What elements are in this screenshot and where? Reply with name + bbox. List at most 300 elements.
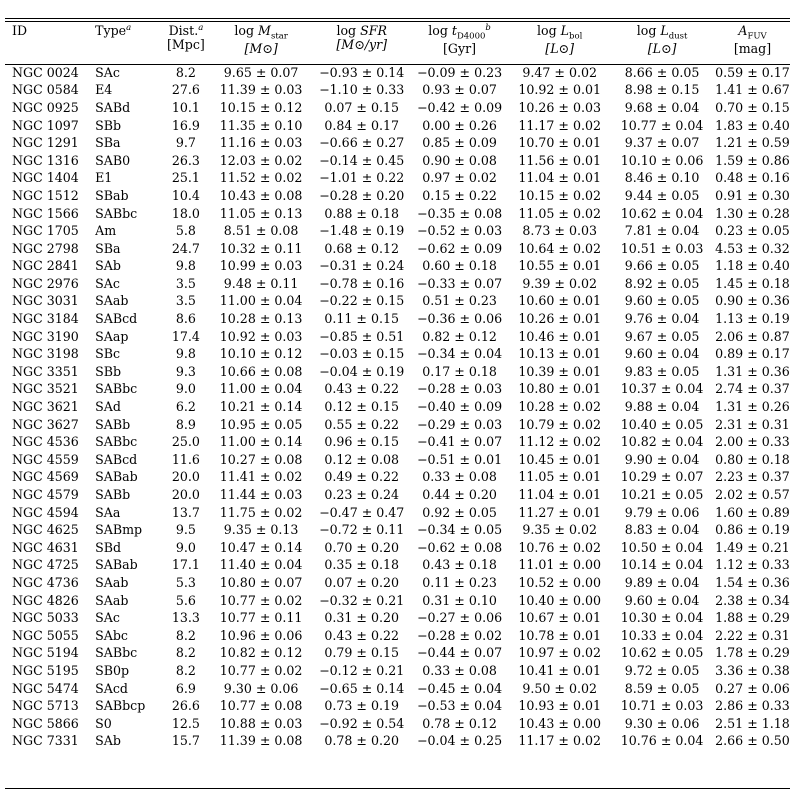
cell-type: SAB0 bbox=[95, 152, 131, 168]
cell-dist: 24.7 bbox=[171, 240, 200, 256]
cell-sfr: 0.43 ± 0.22 bbox=[324, 627, 400, 643]
table-row bbox=[5, 205, 790, 223]
cell-dist: 17.4 bbox=[171, 328, 200, 344]
cell-dist: 13.3 bbox=[171, 610, 200, 626]
table-row bbox=[5, 645, 790, 663]
cell-mstar: 11.00 ± 0.14 bbox=[219, 434, 303, 450]
cell-sfr: −0.31 ± 0.24 bbox=[319, 258, 405, 274]
cell-td4000: −0.04 ± 0.25 bbox=[416, 733, 503, 749]
cell-td4000: 0.31 ± 0.10 bbox=[422, 592, 497, 608]
cell-td4000: 0.00 ± 0.26 bbox=[422, 117, 497, 133]
cell-td4000: −0.09 ± 0.23 bbox=[416, 64, 503, 80]
cell-id: NGC 5033 bbox=[12, 610, 79, 626]
cell-afuv: 2.02 ± 0.57 bbox=[715, 487, 790, 502]
cell-mstar: 10.10 ± 0.12 bbox=[219, 346, 303, 362]
cell-td4000: 0.17 ± 0.18 bbox=[422, 363, 497, 379]
cell-type: SAa bbox=[95, 504, 121, 520]
cell-sfr: −0.47 ± 0.47 bbox=[319, 504, 405, 520]
cell-mstar: 10.82 ± 0.12 bbox=[219, 645, 303, 661]
cell-ldust: 9.60 ± 0.04 bbox=[624, 592, 700, 608]
cell-id: NGC 4631 bbox=[12, 539, 79, 555]
cell-afuv: 1.59 ± 0.86 bbox=[715, 152, 790, 168]
cell-td4000: −0.33 ± 0.07 bbox=[416, 275, 503, 291]
cell-afuv: 2.51 ± 1.18 bbox=[715, 715, 790, 731]
cell-afuv: 2.23 ± 0.37 bbox=[715, 469, 790, 485]
cell-ldust: 9.89 ± 0.04 bbox=[624, 574, 700, 590]
cell-lbol: 10.28 ± 0.02 bbox=[518, 399, 601, 415]
cell-ldust: 8.66 ± 0.05 bbox=[624, 64, 700, 80]
cell-type: SAap bbox=[95, 328, 129, 344]
table-row bbox=[5, 187, 790, 205]
top-rule-inner bbox=[5, 21, 790, 22]
cell-lbol: 10.67 ± 0.01 bbox=[518, 610, 601, 626]
table-row bbox=[5, 293, 790, 311]
cell-mstar: 11.00 ± 0.04 bbox=[219, 293, 303, 309]
cell-mstar: 11.39 ± 0.03 bbox=[219, 82, 303, 98]
cell-lbol: 11.17 ± 0.02 bbox=[518, 117, 601, 133]
cell-sfr: −0.65 ± 0.14 bbox=[319, 680, 405, 696]
cell-sfr: 0.55 ± 0.22 bbox=[324, 416, 400, 432]
cell-lbol: 10.60 ± 0.01 bbox=[518, 293, 601, 309]
cell-type: SBc bbox=[95, 346, 121, 362]
cell-td4000: −0.40 ± 0.09 bbox=[416, 399, 503, 415]
cell-afuv: 1.21 ± 0.59 bbox=[715, 135, 790, 151]
cell-afuv: 0.59 ± 0.17 bbox=[715, 64, 790, 80]
cell-ldust: 8.83 ± 0.04 bbox=[624, 522, 700, 538]
header-mstar: $\log M_{star}$ [M⊙] bbox=[234, 23, 288, 57]
cell-type: SBd bbox=[95, 539, 122, 555]
cell-dist: 26.3 bbox=[171, 152, 200, 168]
cell-afuv: 4.53 ± 0.32 bbox=[715, 240, 790, 256]
cell-mstar: 10.27 ± 0.08 bbox=[219, 451, 303, 467]
cell-type: SABmp bbox=[95, 522, 143, 538]
cell-dist: 25.1 bbox=[171, 170, 200, 186]
table-row bbox=[5, 398, 790, 416]
cell-afuv: 2.06 ± 0.87 bbox=[715, 328, 790, 344]
header-id: ID bbox=[12, 23, 28, 38]
cell-dist: 9.0 bbox=[175, 539, 196, 555]
cell-sfr: 0.78 ± 0.20 bbox=[324, 733, 400, 749]
cell-sfr: 0.70 ± 0.20 bbox=[324, 539, 400, 555]
cell-afuv: 1.49 ± 0.21 bbox=[715, 539, 790, 555]
cell-type: SAc bbox=[95, 64, 120, 80]
cell-id: NGC 3627 bbox=[12, 416, 79, 432]
cell-lbol: 9.47 ± 0.02 bbox=[522, 64, 597, 80]
cell-mstar: 11.52 ± 0.02 bbox=[219, 170, 303, 186]
cell-lbol: 10.45 ± 0.01 bbox=[518, 451, 601, 467]
cell-dist: 15.7 bbox=[171, 733, 200, 749]
table-row bbox=[5, 170, 790, 188]
cell-lbol: 10.13 ± 0.01 bbox=[518, 346, 601, 362]
cell-lbol: 10.46 ± 0.01 bbox=[518, 328, 601, 344]
cell-ldust: 10.14 ± 0.04 bbox=[620, 557, 704, 573]
cell-dist: 20.0 bbox=[171, 487, 200, 502]
cell-sfr: −0.03 ± 0.15 bbox=[319, 346, 405, 362]
cell-id: NGC 5194 bbox=[12, 645, 79, 661]
cell-afuv: 0.91 ± 0.30 bbox=[715, 187, 790, 203]
cell-type: SABb bbox=[95, 487, 131, 502]
cell-dist: 8.2 bbox=[175, 645, 196, 661]
cell-type: SABcd bbox=[95, 451, 138, 467]
cell-afuv: 1.30 ± 0.28 bbox=[715, 205, 790, 221]
cell-td4000: −0.28 ± 0.03 bbox=[416, 381, 503, 397]
cell-sfr: −0.78 ± 0.16 bbox=[319, 275, 405, 291]
cell-lbol: 11.01 ± 0.00 bbox=[518, 557, 601, 573]
cell-sfr: 0.96 ± 0.15 bbox=[324, 434, 400, 450]
cell-td4000: −0.34 ± 0.05 bbox=[416, 522, 503, 538]
cell-sfr: −0.28 ± 0.20 bbox=[319, 187, 405, 203]
cell-type: SB0p bbox=[95, 662, 130, 678]
cell-type: SABb bbox=[95, 416, 131, 432]
cell-td4000: 0.11 ± 0.23 bbox=[422, 574, 497, 590]
cell-td4000: 0.92 ± 0.05 bbox=[422, 504, 497, 520]
cell-td4000: −0.52 ± 0.03 bbox=[416, 223, 503, 239]
cell-dist: 27.6 bbox=[171, 82, 200, 98]
cell-lbol: 10.79 ± 0.02 bbox=[518, 416, 601, 432]
cell-afuv: 0.23 ± 0.05 bbox=[715, 223, 790, 239]
cell-type: SAab bbox=[95, 574, 129, 590]
cell-id: NGC 3184 bbox=[12, 311, 79, 327]
cell-type: S0 bbox=[95, 715, 112, 731]
cell-id: NGC 1316 bbox=[12, 152, 79, 168]
cell-type: SAb bbox=[95, 258, 121, 274]
header-dist: Dist.$^a$ [Mpc] bbox=[167, 23, 205, 53]
cell-lbol: 9.50 ± 0.02 bbox=[522, 680, 597, 696]
cell-mstar: 10.47 ± 0.14 bbox=[219, 539, 303, 555]
table-row bbox=[5, 363, 790, 381]
cell-dist: 3.5 bbox=[175, 275, 196, 291]
cell-id: NGC 3521 bbox=[12, 381, 79, 397]
cell-afuv: 0.27 ± 0.06 bbox=[715, 680, 790, 696]
table-row bbox=[5, 64, 790, 82]
cell-sfr: 0.84 ± 0.17 bbox=[324, 117, 400, 133]
cell-lbol: 10.39 ± 0.01 bbox=[518, 363, 601, 379]
cell-ldust: 9.60 ± 0.04 bbox=[624, 346, 700, 362]
top-rule bbox=[5, 18, 790, 19]
table-row bbox=[5, 258, 790, 276]
table-row bbox=[5, 99, 790, 117]
table-row bbox=[5, 346, 790, 364]
cell-mstar: 11.44 ± 0.03 bbox=[219, 487, 303, 502]
table-row bbox=[5, 521, 790, 539]
cell-type: SAbc bbox=[95, 627, 128, 643]
cell-ldust: 9.88 ± 0.04 bbox=[624, 399, 700, 415]
cell-ldust: 10.21 ± 0.05 bbox=[620, 487, 704, 502]
cell-ldust: 10.33 ± 0.04 bbox=[620, 627, 704, 643]
table-row bbox=[5, 733, 790, 751]
cell-sfr: 0.79 ± 0.15 bbox=[324, 645, 400, 661]
cell-dist: 12.5 bbox=[171, 715, 200, 731]
header-type: Type$^a$ bbox=[95, 23, 132, 39]
cell-dist: 9.7 bbox=[175, 135, 196, 151]
cell-sfr: −1.10 ± 0.33 bbox=[319, 82, 405, 98]
cell-td4000: 0.44 ± 0.20 bbox=[422, 487, 497, 502]
header-afuv: $A_{FUV}$ [mag] bbox=[733, 23, 772, 57]
cell-dist: 9.5 bbox=[175, 522, 196, 538]
cell-ldust: 9.60 ± 0.05 bbox=[624, 293, 700, 309]
cell-dist: 10.1 bbox=[171, 99, 200, 115]
cell-ldust: 8.59 ± 0.05 bbox=[624, 680, 700, 696]
cell-mstar: 11.16 ± 0.03 bbox=[219, 135, 303, 151]
cell-dist: 10.4 bbox=[171, 187, 200, 203]
cell-td4000: −0.51 ± 0.01 bbox=[416, 451, 503, 467]
cell-type: SABd bbox=[95, 99, 131, 115]
cell-td4000: −0.53 ± 0.04 bbox=[416, 698, 503, 714]
cell-dist: 11.6 bbox=[171, 451, 200, 467]
cell-sfr: 0.07 ± 0.15 bbox=[324, 99, 400, 115]
cell-id: NGC 4826 bbox=[12, 592, 79, 608]
cell-ldust: 9.68 ± 0.04 bbox=[624, 99, 700, 115]
table-row bbox=[5, 627, 790, 645]
table-row bbox=[5, 275, 790, 293]
cell-lbol: 9.35 ± 0.02 bbox=[522, 522, 597, 538]
table-row bbox=[5, 662, 790, 680]
cell-id: NGC 4569 bbox=[12, 469, 79, 485]
cell-afuv: 2.86 ± 0.33 bbox=[715, 698, 790, 714]
cell-td4000: 0.82 ± 0.12 bbox=[422, 328, 497, 344]
cell-afuv: 2.38 ± 0.34 bbox=[715, 592, 790, 608]
cell-sfr: −0.04 ± 0.19 bbox=[319, 363, 405, 379]
cell-type: SABcd bbox=[95, 311, 138, 327]
cell-ldust: 10.40 ± 0.05 bbox=[620, 416, 704, 432]
table-row bbox=[5, 451, 790, 469]
cell-id: NGC 4579 bbox=[12, 487, 79, 502]
cell-afuv: 0.48 ± 0.16 bbox=[715, 170, 790, 186]
cell-afuv: 1.31 ± 0.26 bbox=[715, 399, 790, 415]
cell-sfr: 0.43 ± 0.22 bbox=[324, 381, 400, 397]
cell-id: NGC 4725 bbox=[12, 557, 79, 573]
cell-afuv: 1.45 ± 0.18 bbox=[715, 275, 790, 291]
cell-mstar: 9.30 ± 0.06 bbox=[223, 680, 299, 696]
cell-id: NGC 5474 bbox=[12, 680, 79, 696]
cell-type: SABbc bbox=[95, 381, 138, 397]
cell-dist: 9.8 bbox=[175, 346, 196, 362]
cell-mstar: 10.15 ± 0.12 bbox=[219, 99, 303, 115]
cell-sfr: 0.12 ± 0.15 bbox=[324, 399, 400, 415]
cell-mstar: 8.51 ± 0.08 bbox=[223, 223, 299, 239]
cell-afuv: 1.83 ± 0.40 bbox=[715, 117, 790, 133]
table-row bbox=[5, 504, 790, 522]
cell-lbol: 11.05 ± 0.02 bbox=[518, 205, 601, 221]
table-row bbox=[5, 680, 790, 698]
cell-td4000: 0.85 ± 0.09 bbox=[422, 135, 497, 151]
cell-lbol: 10.76 ± 0.02 bbox=[518, 539, 601, 555]
cell-type: E4 bbox=[95, 82, 113, 98]
cell-td4000: 0.60 ± 0.18 bbox=[422, 258, 497, 274]
table-row bbox=[5, 609, 790, 627]
cell-dist: 8.2 bbox=[175, 662, 196, 678]
cell-type: SAc bbox=[95, 275, 120, 291]
table-row bbox=[5, 557, 790, 575]
cell-type: SBb bbox=[95, 117, 122, 133]
cell-sfr: −0.32 ± 0.21 bbox=[319, 592, 405, 608]
cell-mstar: 10.92 ± 0.03 bbox=[219, 328, 303, 344]
cell-afuv: 0.70 ± 0.15 bbox=[715, 99, 790, 115]
cell-ldust: 10.30 ± 0.04 bbox=[620, 610, 704, 626]
cell-lbol: 10.43 ± 0.00 bbox=[518, 715, 601, 731]
cell-lbol: 10.78 ± 0.01 bbox=[518, 627, 601, 643]
cell-mstar: 10.43 ± 0.08 bbox=[219, 187, 303, 203]
cell-lbol: 10.64 ± 0.02 bbox=[518, 240, 601, 256]
cell-dist: 5.6 bbox=[175, 592, 196, 608]
cell-mstar: 10.77 ± 0.02 bbox=[219, 592, 303, 608]
cell-lbol: 10.80 ± 0.01 bbox=[518, 381, 601, 397]
table-row bbox=[5, 381, 790, 399]
header-ldust: $\log L_{dust}$ [L⊙] bbox=[636, 23, 688, 57]
cell-mstar: 10.32 ± 0.11 bbox=[219, 240, 303, 256]
cell-mstar: 10.96 ± 0.06 bbox=[219, 627, 303, 643]
cell-sfr: −0.22 ± 0.15 bbox=[319, 293, 405, 309]
cell-mstar: 10.88 ± 0.03 bbox=[219, 715, 303, 731]
cell-id: NGC 1566 bbox=[12, 205, 79, 221]
cell-mstar: 12.03 ± 0.02 bbox=[219, 152, 303, 168]
cell-lbol: 10.70 ± 0.01 bbox=[518, 135, 601, 151]
cell-lbol: 10.41 ± 0.01 bbox=[518, 662, 601, 678]
cell-dist: 18.0 bbox=[171, 205, 200, 221]
table-row bbox=[5, 152, 790, 170]
cell-mstar: 11.40 ± 0.04 bbox=[219, 557, 303, 573]
cell-id: NGC 0024 bbox=[12, 64, 79, 80]
cell-mstar: 10.77 ± 0.02 bbox=[219, 662, 303, 678]
cell-dist: 13.7 bbox=[171, 504, 200, 520]
cell-td4000: 0.78 ± 0.12 bbox=[422, 715, 497, 731]
cell-ldust: 9.90 ± 0.04 bbox=[624, 451, 700, 467]
cell-lbol: 10.52 ± 0.00 bbox=[518, 574, 601, 590]
cell-mstar: 10.77 ± 0.08 bbox=[219, 698, 303, 714]
cell-dist: 25.0 bbox=[171, 434, 200, 450]
cell-sfr: 0.88 ± 0.18 bbox=[324, 205, 400, 221]
cell-ldust: 10.77 ± 0.04 bbox=[620, 117, 704, 133]
cell-type: SAc bbox=[95, 610, 120, 626]
header-row bbox=[5, 24, 790, 64]
cell-id: NGC 2976 bbox=[12, 275, 79, 291]
cell-td4000: −0.62 ± 0.08 bbox=[416, 539, 503, 555]
cell-lbol: 10.93 ± 0.01 bbox=[518, 698, 601, 714]
cell-lbol: 10.26 ± 0.01 bbox=[518, 311, 601, 327]
cell-lbol: 11.17 ± 0.02 bbox=[518, 733, 601, 749]
cell-td4000: −0.27 ± 0.06 bbox=[416, 610, 503, 626]
cell-td4000: −0.34 ± 0.04 bbox=[416, 346, 503, 362]
cell-ldust: 8.46 ± 0.10 bbox=[624, 170, 700, 186]
cell-td4000: 0.97 ± 0.02 bbox=[422, 170, 497, 186]
cell-td4000: 0.43 ± 0.18 bbox=[422, 557, 497, 573]
header-td4000: $\log t_{D4000}^b$ [Gyr] bbox=[428, 23, 491, 57]
cell-afuv: 1.78 ± 0.29 bbox=[715, 645, 790, 661]
cell-type: SABab bbox=[95, 557, 138, 573]
cell-lbol: 11.04 ± 0.01 bbox=[518, 487, 601, 502]
cell-id: NGC 3621 bbox=[12, 399, 79, 415]
cell-mstar: 10.77 ± 0.11 bbox=[219, 610, 303, 626]
cell-ldust: 9.76 ± 0.04 bbox=[624, 311, 700, 327]
cell-id: NGC 2798 bbox=[12, 240, 79, 256]
cell-type: SABbc bbox=[95, 205, 138, 221]
table-row bbox=[5, 117, 790, 135]
table-row bbox=[5, 574, 790, 592]
cell-id: NGC 0925 bbox=[12, 99, 79, 115]
cell-type: SAb bbox=[95, 733, 121, 749]
cell-id: NGC 4536 bbox=[12, 434, 79, 450]
cell-td4000: −0.42 ± 0.09 bbox=[416, 99, 503, 115]
cell-afuv: 3.36 ± 0.38 bbox=[715, 662, 790, 678]
cell-ldust: 10.29 ± 0.07 bbox=[620, 469, 704, 485]
cell-afuv: 0.90 ± 0.36 bbox=[715, 293, 790, 309]
table-row bbox=[5, 715, 790, 733]
cell-lbol: 11.05 ± 0.01 bbox=[518, 469, 601, 485]
cell-sfr: −0.85 ± 0.51 bbox=[319, 328, 405, 344]
cell-type: SAab bbox=[95, 592, 129, 608]
cell-afuv: 2.31 ± 0.31 bbox=[715, 416, 790, 432]
bottom-rule bbox=[5, 788, 790, 789]
cell-td4000: 0.51 ± 0.23 bbox=[422, 293, 497, 309]
cell-td4000: −0.28 ± 0.02 bbox=[416, 627, 503, 643]
cell-afuv: 1.18 ± 0.40 bbox=[715, 258, 790, 274]
header-sfr: log SFR [M⊙/yr] bbox=[336, 23, 388, 53]
cell-id: NGC 1705 bbox=[12, 223, 79, 239]
cell-sfr: 0.11 ± 0.15 bbox=[324, 311, 400, 327]
cell-sfr: 0.49 ± 0.22 bbox=[324, 469, 400, 485]
cell-type: SABbc bbox=[95, 434, 138, 450]
cell-dist: 17.1 bbox=[171, 557, 200, 573]
cell-id: NGC 3198 bbox=[12, 346, 79, 362]
cell-id: NGC 1097 bbox=[12, 117, 79, 133]
cell-ldust: 8.92 ± 0.05 bbox=[624, 275, 700, 291]
cell-sfr: −1.48 ± 0.19 bbox=[319, 223, 405, 239]
table-row bbox=[5, 240, 790, 258]
cell-mstar: 11.05 ± 0.13 bbox=[219, 205, 303, 221]
cell-td4000: 0.15 ± 0.22 bbox=[422, 187, 497, 203]
cell-td4000: 0.33 ± 0.08 bbox=[422, 469, 497, 485]
cell-ldust: 10.71 ± 0.03 bbox=[620, 698, 704, 714]
cell-ldust: 9.72 ± 0.05 bbox=[624, 662, 700, 678]
cell-lbol: 10.26 ± 0.03 bbox=[518, 99, 601, 115]
cell-afuv: 1.88 ± 0.29 bbox=[715, 610, 790, 626]
cell-id: NGC 1291 bbox=[12, 135, 79, 151]
cell-lbol: 10.97 ± 0.02 bbox=[518, 645, 601, 661]
cell-td4000: −0.44 ± 0.07 bbox=[416, 645, 503, 661]
cell-mstar: 9.48 ± 0.11 bbox=[223, 275, 299, 291]
table-row bbox=[5, 697, 790, 715]
cell-id: NGC 4625 bbox=[12, 522, 79, 538]
cell-mstar: 10.80 ± 0.07 bbox=[219, 574, 303, 590]
cell-afuv: 1.31 ± 0.36 bbox=[715, 363, 790, 379]
cell-sfr: 0.35 ± 0.18 bbox=[324, 557, 400, 573]
cell-lbol: 9.39 ± 0.02 bbox=[522, 275, 597, 291]
cell-afuv: 2.66 ± 0.50 bbox=[715, 733, 790, 749]
table-row bbox=[5, 222, 790, 240]
cell-type: SABbc bbox=[95, 645, 138, 661]
header-lbol: $\log L_{bol}$ [L⊙] bbox=[536, 23, 583, 57]
cell-dist: 8.6 bbox=[175, 311, 196, 327]
cell-td4000: 0.90 ± 0.08 bbox=[422, 152, 497, 168]
cell-afuv: 0.86 ± 0.19 bbox=[715, 522, 790, 538]
cell-afuv: 2.74 ± 0.37 bbox=[715, 381, 790, 397]
cell-ldust: 10.82 ± 0.04 bbox=[620, 434, 704, 450]
cell-type: SAab bbox=[95, 293, 129, 309]
table-row bbox=[5, 310, 790, 328]
cell-ldust: 9.37 ± 0.07 bbox=[624, 135, 700, 151]
cell-lbol: 8.73 ± 0.03 bbox=[522, 223, 597, 239]
cell-id: NGC 5866 bbox=[12, 715, 79, 731]
cell-afuv: 1.41 ± 0.67 bbox=[715, 82, 790, 98]
cell-ldust: 8.98 ± 0.15 bbox=[624, 82, 700, 98]
cell-id: NGC 1512 bbox=[12, 187, 79, 203]
cell-ldust: 10.76 ± 0.04 bbox=[620, 733, 704, 749]
table-row bbox=[5, 134, 790, 152]
cell-dist: 5.8 bbox=[175, 223, 196, 239]
cell-dist: 26.6 bbox=[171, 698, 200, 714]
cell-sfr: 0.73 ± 0.19 bbox=[324, 698, 400, 714]
table-row bbox=[5, 539, 790, 557]
